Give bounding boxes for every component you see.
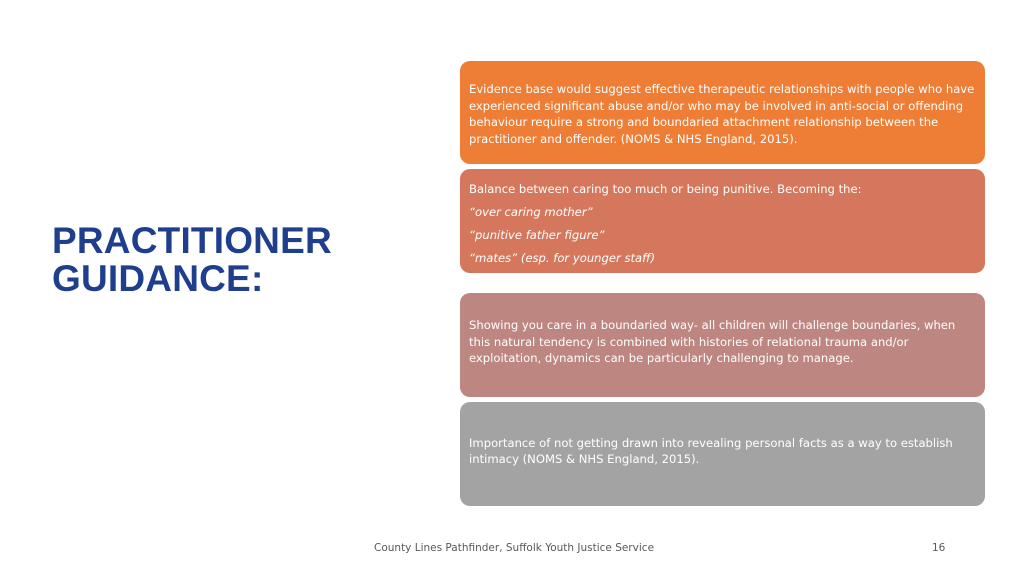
guidance-card-intro: Balance between caring too much or being punitive. Becoming the:	[469, 182, 862, 196]
footer-text: County Lines Pathfinder, Suffolk Youth Justice Service	[374, 542, 655, 554]
guidance-card-boundaries	[460, 293, 985, 397]
guidance-card-personal-facts	[460, 402, 985, 506]
guidance-card-item: “punitive father figure”	[469, 228, 605, 242]
guidance-card-item: “mates” (esp. for younger staff)	[469, 251, 656, 265]
guidance-card-text: Evidence base would suggest effective therapeutic relationships with people who have experienced significant abuse and/or who may be involved in anti-social or offending behaviour require a strong and boundaried attachment relationship between the practitioner and offender. (NOMS & NHS England, 2015).	[469, 82, 975, 146]
slide-title-line-2: GUIDANCE:	[52, 258, 264, 299]
guidance-card-item: “over caring mother”	[469, 205, 593, 219]
guidance-card-text: Showing you care in a boundaried way- all children will challenge boundaries, when this natural tendency is combined with histories of relational trauma and/or exploitation, dynamics can be particularly challenging to manage.	[469, 318, 956, 366]
guidance-card-balance	[460, 169, 985, 273]
slide-title	[52, 222, 432, 298]
guidance-card-text: Importance of not getting drawn into revealing personal facts as a way to establish intimacy (NOMS & NHS England, 2015).	[469, 435, 953, 466]
slide-title-line-1: PRACTITIONER	[52, 220, 332, 261]
page-number: 16	[932, 542, 946, 554]
guidance-card-evidence-base	[460, 61, 985, 164]
